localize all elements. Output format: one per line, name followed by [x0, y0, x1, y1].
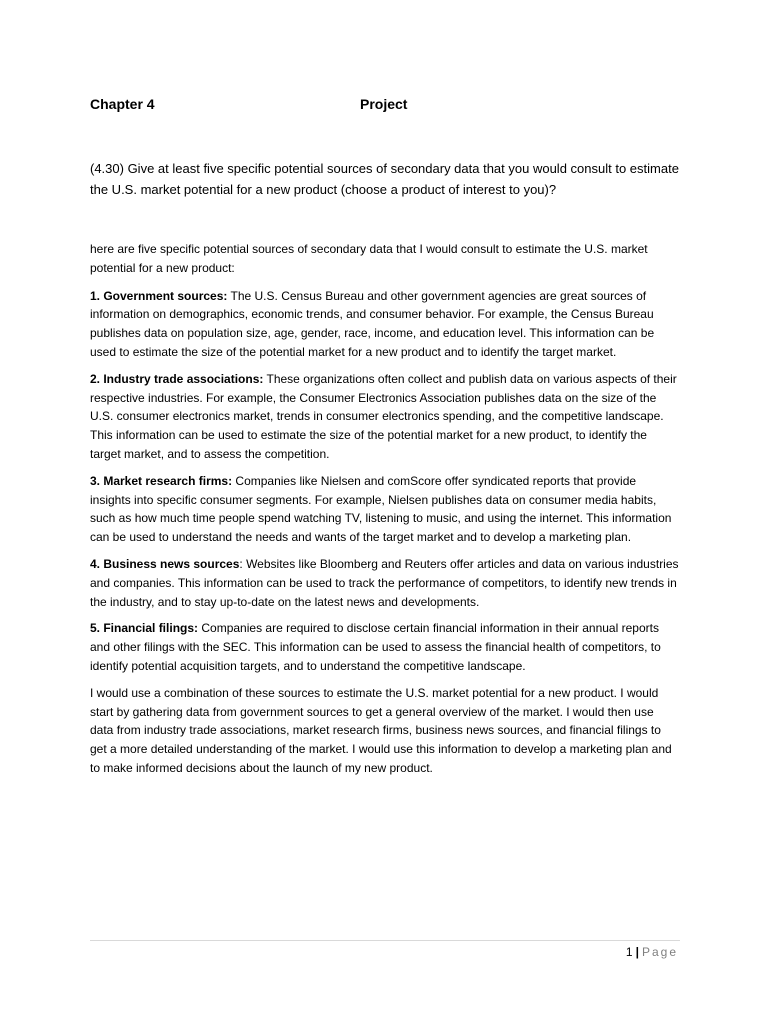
source-text: The U.S. Census Bureau and other government agencies are great sources of information on demographics, economic trends, and consumer behavior. For example, the Census Bureau publishes data on population size, age, gender, race, income, and education level. This information can be used to estimate the size of the potential market for a new product and to identify the target market. [90, 288, 655, 359]
source-paragraph-1 [90, 287, 680, 362]
footer-separator: | [635, 945, 639, 959]
source-title: 5. Financial filings: [90, 621, 199, 636]
question-text: (4.30) Give at least five specific potential sources of secondary data that you would consult to estimate the U.S. market potential for a new product (choose a product of interest to you)? [90, 161, 679, 197]
page-header [90, 96, 690, 116]
page-footer [626, 944, 678, 960]
source-title: 1. Government sources: [90, 288, 228, 303]
page-label: Page [641, 945, 678, 959]
intro-paragraph: here are five specific potential sources of secondary data that I would consult to estimate the U.S. market potential for a new product: [90, 242, 648, 275]
footer-divider [90, 940, 680, 941]
project-title: Project [360, 96, 408, 112]
conclusion-paragraph: I would use a combination of these sources to estimate the U.S. market potential for a new product. I would start by gathering data from government sources to get a general overview of the market. I would then use data from industry trade associations, market research firms, business news sources, and financial filings to get a more detailed understanding of the market. I would use this information to develop a marketing plan and to make informed decisions about the launch of my new product. [90, 685, 672, 775]
source-paragraph-2 [90, 370, 680, 464]
page-number: 1 [625, 945, 633, 959]
source-paragraph-5 [90, 619, 680, 675]
source-title: 4. Business news sources [90, 556, 240, 571]
source-text: : Websites like Bloomberg and Reuters offer articles and data on various industries and companies. This information can be used to track the performance of competitors, to identify new trends in the industry, and to stay up-to-date on the latest news and developments. [90, 556, 679, 609]
source-paragraph-3 [90, 472, 680, 547]
source-title: 3. Market research firms: [90, 473, 233, 488]
source-text: These organizations often collect and publish data on various aspects of their respective industries. For example, the Consumer Electronics Association publishes data on the size of the U.S. consumer electronics market, trends in consumer electronics spending, and the competitive landscape. This information can be used to estimate the size of the potential market for a new product, to identify the target market, and to assess the competition. [90, 371, 677, 461]
source-paragraph-4 [90, 555, 680, 611]
source-title: 2. Industry trade associations: [90, 371, 264, 386]
source-text: Companies like Nielsen and comScore offer syndicated reports that provide insights into specific consumer segments. For example, Nielsen publishes data on consumer media habits, such as how much time people spend watching TV, listening to music, and using the internet. This information can be used to understand the needs and wants of the target market and to develop a marketing plan. [90, 473, 672, 545]
chapter-title: Chapter 4 [90, 96, 155, 112]
source-text: Companies are required to disclose certain financial information in their annual reports and other filings with the SEC. This information can be used to assess the financial health of competitors, to identify potential acquisition targets, and to understand the competitive landscape. [90, 621, 661, 673]
answer-body [90, 240, 680, 786]
